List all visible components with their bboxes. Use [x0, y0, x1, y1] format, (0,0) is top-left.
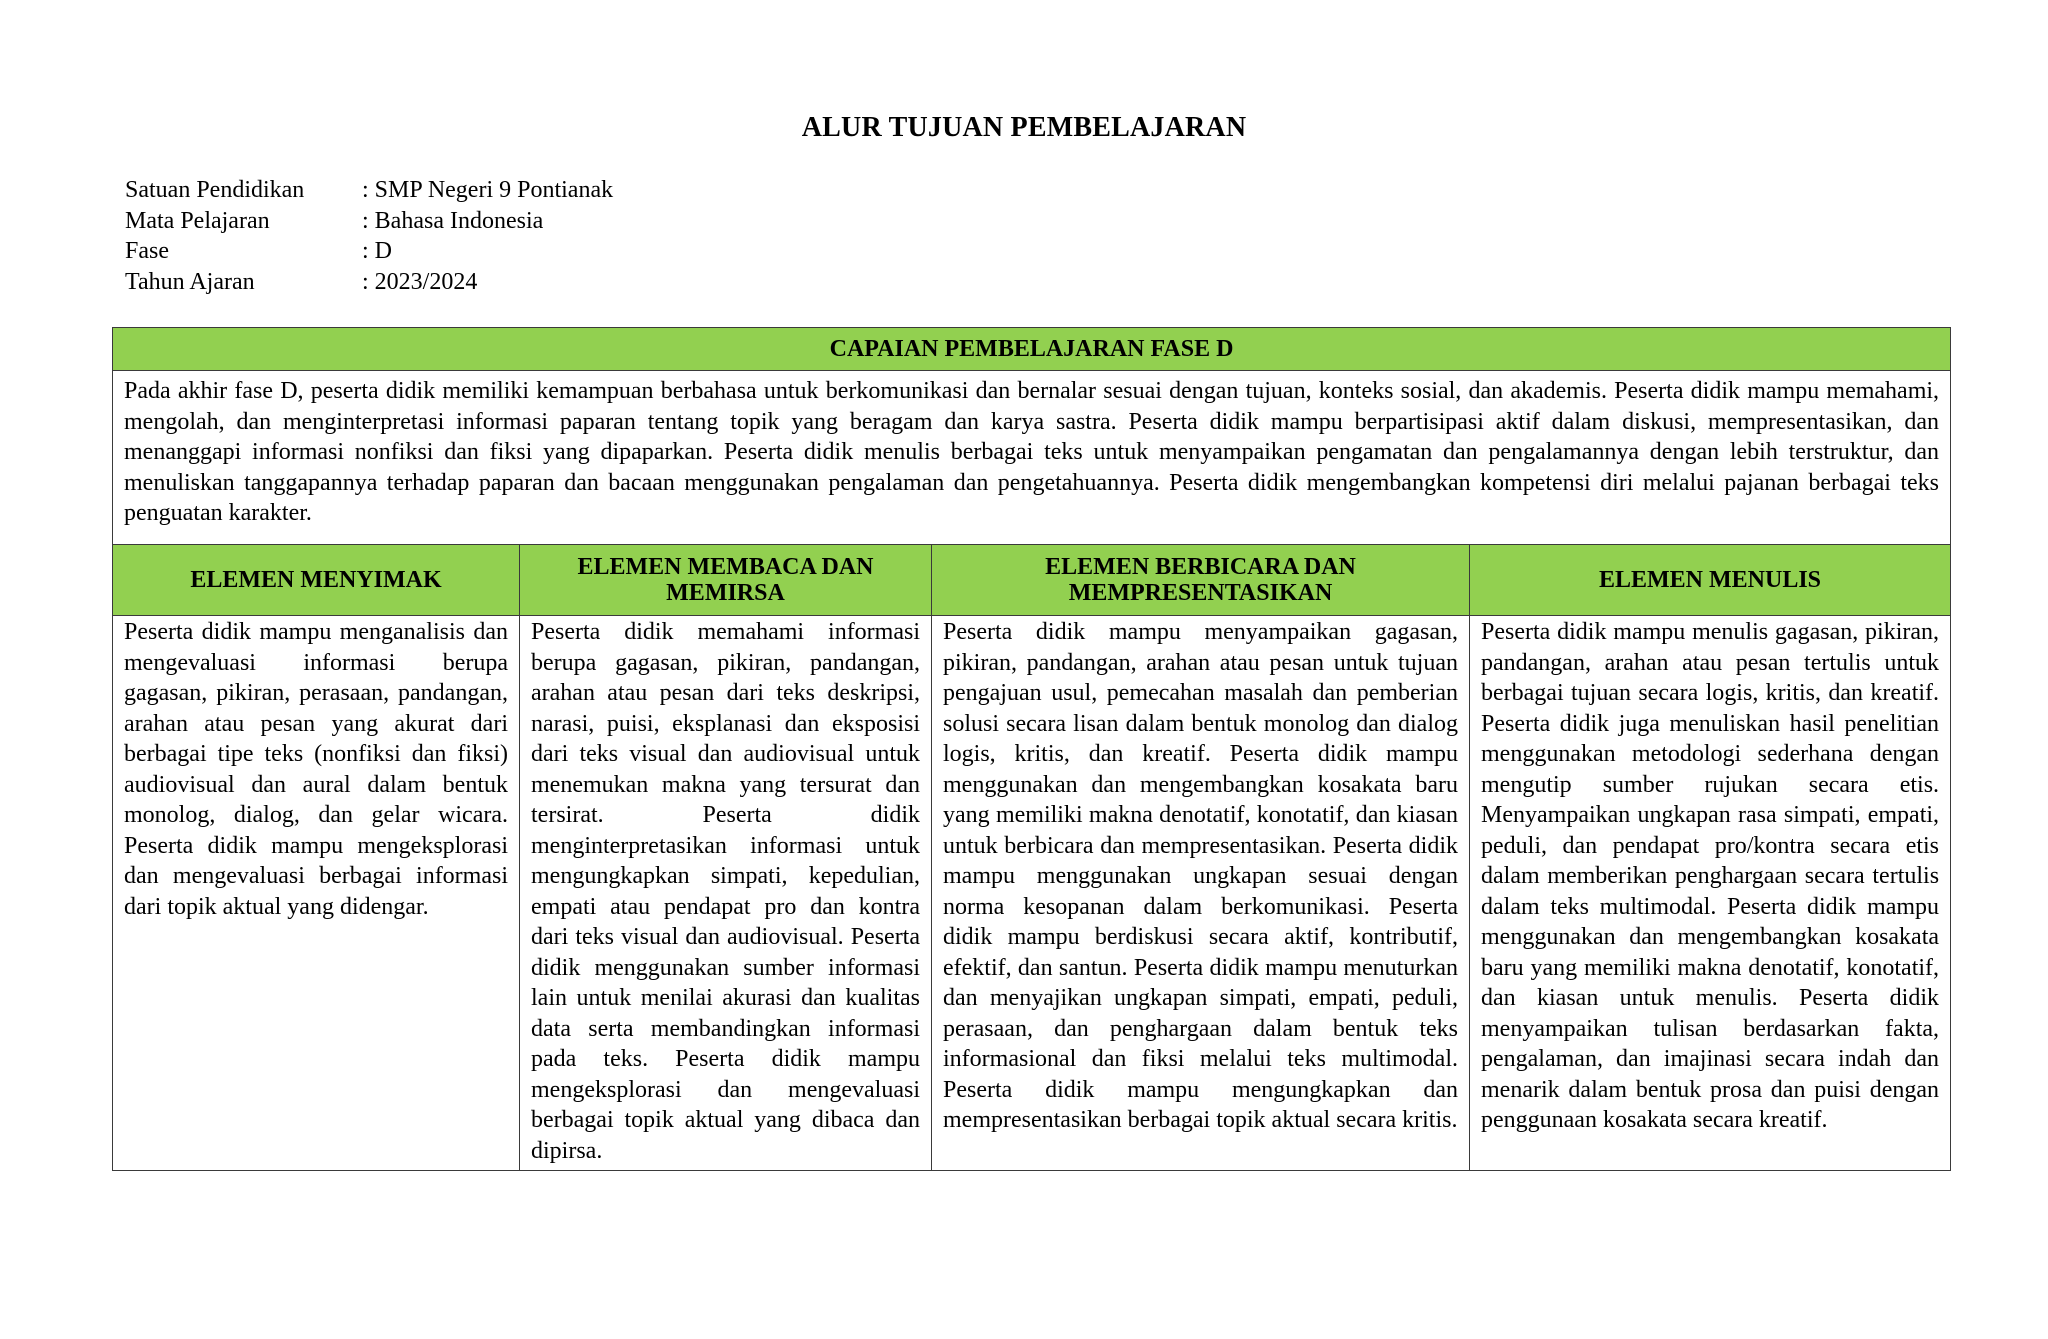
meta-label: Tahun Ajaran [125, 268, 255, 295]
meta-value: : SMP Negeri 9 Pontianak [362, 177, 614, 203]
element-text-menyimak: Peserta didik mampu menganalisis dan mengevaluasi informasi berupa gagasan, pikiran, perasaan, pandangan, arahan atau pesan yang akurat dari berbagai tipe teks (nonfiksi dan fiksi) audiovisual dan aural dalam bentuk monolog, dialog, dan gelar wicara. Peserta didik mampu mengeksplorasi dan mengevaluasi berbagai informasi dari topik aktual yang didengar. [113, 616, 520, 1171]
meta-row-fase [125, 236, 613, 267]
meta-label: Satuan Pendidikan [125, 177, 305, 203]
element-body-row [113, 616, 1951, 1171]
element-text-membaca-memirsa: Peserta didik memahami informasi berupa gagasan, pikiran, pandangan, arahan atau pesan dari teks deskripsi, narasi, puisi, eksplanasi dan eksposisi dari teks visual dan audiovisual untuk menemukan makna yang tersurat dan tersirat. Peserta didik menginterpretasikan informasi untuk mengungkapkan simpati, kepedulian, empati atau pendapat pro dan kontra dari teks visual dan audiovisual. Peserta didik menggunakan sumber informasi lain untuk menilai akurasi dan kualitas data serta membandingkan informasi pada teks. Peserta didik mampu mengeksplorasi dan mengevaluasi berbagai topik aktual yang dibaca dan dipirsa. [520, 616, 932, 1171]
capaian-table [112, 327, 1951, 1171]
element-header-row [113, 545, 1951, 616]
meta-value: : Bahasa Indonesia [362, 207, 544, 234]
meta-row-tahun-ajaran [125, 267, 613, 298]
element-text-berbicara: Peserta didik mampu menyampaikan gagasan, pikiran, pandangan, arahan atau pesan untuk tujuan pengajuan usul, pemecahan masalah dan pemberian solusi secara lisan dalam bentuk monolog dan dialog logis, kritis, dan kreatif. Peserta didik mampu menggunakan dan mengembangkan kosakata baru yang memiliki makna denotatif, konotatif, dan kiasan untuk berbicara dan mempresentasikan. Peserta didik mampu menggunakan ungkapan sesuai dengan norma kesopanan dalam berkomunikasi. Peserta didik mampu berdiskusi secara aktif, kontributif, efektif, dan santun. Peserta didik mampu menuturkan dan menyajikan ungkapan simpati, empati, peduli, perasaan, dan penghargaan dalam bentuk teks informasional dan fiksi melalui teks multimodal. Peserta didik mampu mengungkapkan dan mempresentasikan berbagai topik aktual secara kritis. [932, 616, 1470, 1171]
element-header-menulis: ELEMEN MENULIS [1470, 545, 1951, 616]
meta-row-mata-pelajaran [125, 206, 613, 237]
meta-row-satuan-pendidikan [125, 175, 613, 206]
document-title: ALUR TUJUAN PEMBELAJARAN [801, 112, 1247, 143]
meta-value: : D [362, 238, 392, 264]
element-header-membaca-memirsa: ELEMEN MEMBACA DAN MEMIRSA [520, 545, 932, 616]
element-text-menulis: Peserta didik mampu menulis gagasan, pikiran, pandangan, arahan atau pesan tertulis untuk berbagai tujuan secara logis, kritis, dan kreatif. Peserta didik juga menuliskan hasil penelitian menggunakan metodologi sederhana dengan mengutip sumber rujukan secara etis. Menyampaikan ungkapan rasa simpati, empati, peduli, dan pendapat pro/kontra secara etis dalam memberikan penghargaan secara tertulis dalam teks multimodal. Peserta didik mampu menggunakan dan mengembangkan kosakata baru yang memiliki makna denotatif, konotatif, dan kiasan untuk menulis. Peserta didik menyampaikan tulisan berdasarkan fakta, pengalaman, dan imajinasi secara indah dan menarik dalam bentuk prosa dan puisi dengan penggunaan kosakata secara kreatif. [1470, 616, 1951, 1171]
element-header-berbicara: ELEMEN BERBICARA DAN MEMPRESENTASIKAN [932, 545, 1470, 616]
meta-label: Fase [125, 238, 169, 264]
element-header-menyimak: ELEMEN MENYIMAK [113, 545, 520, 616]
capaian-header-row [113, 328, 1951, 371]
document-meta [125, 175, 613, 297]
meta-label: Mata Pelajaran [125, 207, 270, 234]
capaian-body-row [113, 371, 1951, 545]
capaian-title: CAPAIAN PEMBELAJARAN FASE D [113, 328, 1951, 371]
meta-value: : 2023/2024 [362, 268, 478, 295]
capaian-text: Pada akhir fase D, peserta didik memiliki kemampuan berbahasa untuk berkomunikasi dan bernalar sesuai dengan tujuan, konteks sosial, dan akademis. Peserta didik mampu memahami, mengolah, dan menginterpretasi informasi paparan tentang topik yang beragam dan karya sastra. Peserta didik mampu berpartisipasi aktif dalam diskusi, mempresentasikan, dan menanggapi informasi nonfiksi dan fiksi yang dipaparkan. Peserta didik menulis berbagai teks untuk menyampaikan pengamatan dan pengalamannya dengan lebih terstruktur, dan menuliskan tanggapannya terhadap paparan dan bacaan menggunakan pengalaman dan pengetahuannya. Peserta didik mengembangkan kompetensi diri melalui pajanan berbagai teks penguatan karakter. [113, 371, 1951, 545]
